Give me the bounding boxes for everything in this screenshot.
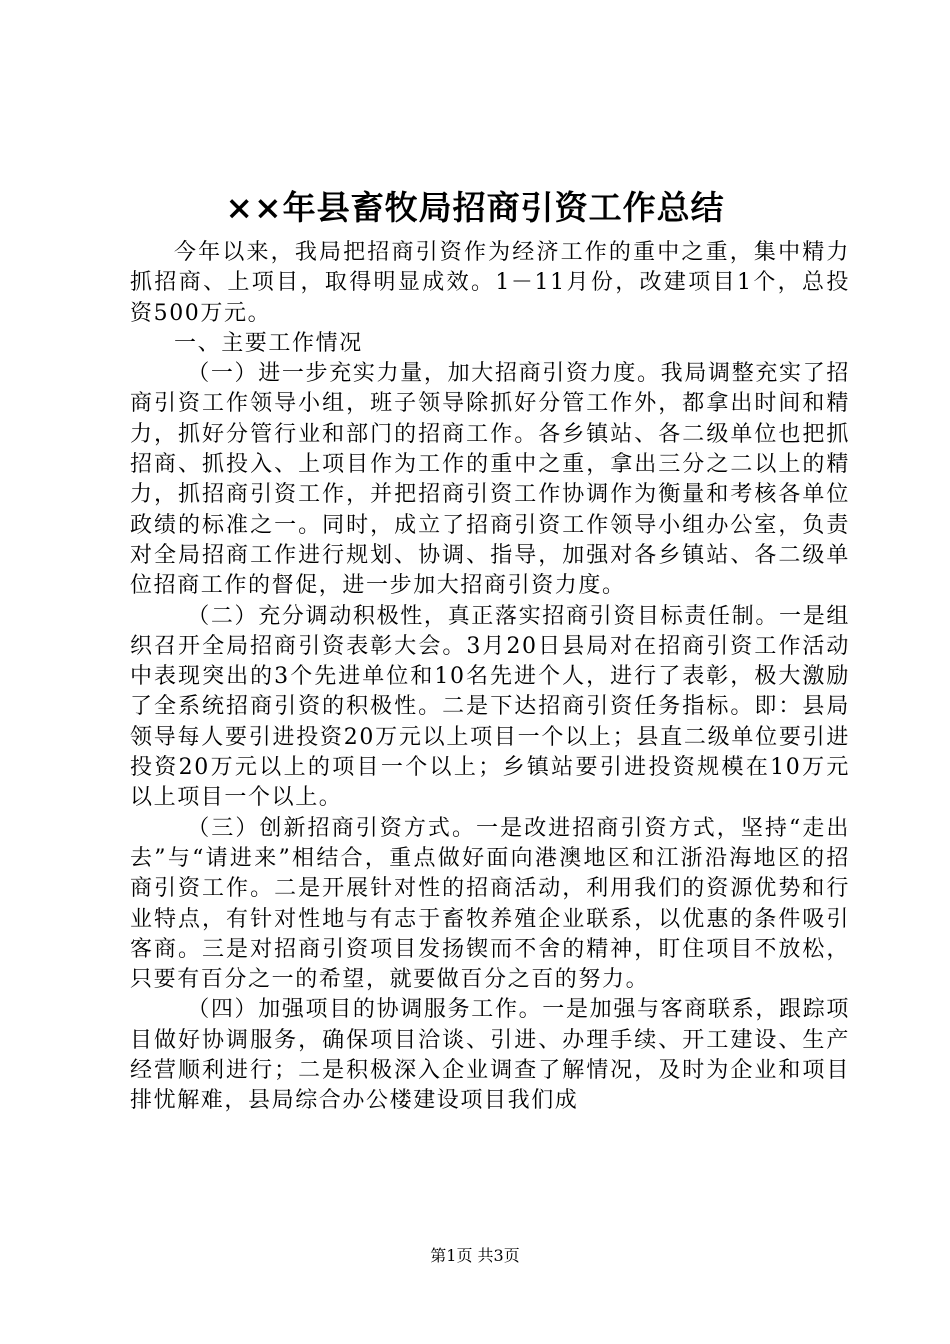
paragraph-item-3: （三）创新招商引资方式。一是改进招商引资方式，坚持“走出去”与“请进来”相结合，重点做好面向港澳地区和江浙沿海地区的招商引资工作。二是开展针对性的招商活动，利用我们的资源优势和行业特点，有针对性地与有志于畜牧养殖企业联系，以优惠的条件吸引客商。三是对招商引资项目发扬锲而不舍的精神，盯住项目不放松，只要有百分之一的希望，就要做百分之百的努力。: [130, 815, 850, 993]
page-number: 第1页 共3页: [430, 1246, 520, 1265]
paragraph-item-1: （一）进一步充实力量，加大招商引资力度。我局调整充实了招商引资工作领导小组，班子领导除抓好分管工作外，都拿出时间和精力，抓好分管行业和部门的招商工作。各乡镇站、各二级单位也把抓招商、抓投入、上项目作为工作的重中之重，拿出三分之二以上的精力，抓招商引资工作，并把招商引资工作协调作为衡量和考核各单位政绩的标准之一。同时，成立了招商引资工作领导小组办公室，负责对全局招商工作进行规划、协调、指导，加强对各乡镇站、各二级单位招商工作的督促，进一步加大招商引资力度。: [130, 361, 850, 599]
paragraph-intro: 今年以来，我局把招商引资作为经济工作的重中之重，集中精力抓招商、上项目，取得明显成效。1－11月份，改建项目1个，总投资500万元。: [130, 240, 850, 326]
paragraph-item-4: （四）加强项目的协调服务工作。一是加强与客商联系，跟踪项目做好协调服务，确保项目洽谈、引进、办理手续、开工建设、生产经营顺利进行；二是积极深入企业调查了解情况，及时为企业和项目排忧解难，县局综合办公楼建设项目我们成: [130, 997, 850, 1114]
document-title: ××年县畜牧局招商引资工作总结: [225, 188, 725, 227]
paragraph-item-2: （二）充分调动积极性，真正落实招商引资目标责任制。一是组织召开全局招商引资表彰大会。3月20日县局对在招商引资工作活动中表现突出的3个先进单位和10名先进个人，进行了表彰，极大激励了全系统招商引资的积极性。二是下达招商引资任务指标。即：县局领导每人要引进投资20万元以上项目一个以上；县直二级单位要引进投资20万元以上的项目一个以上；乡镇站要引进投资规模在10万元以上项目一个以上。: [130, 603, 850, 811]
section-heading: 一、主要工作情况: [174, 330, 363, 356]
document-body: [130, 238, 850, 1117]
